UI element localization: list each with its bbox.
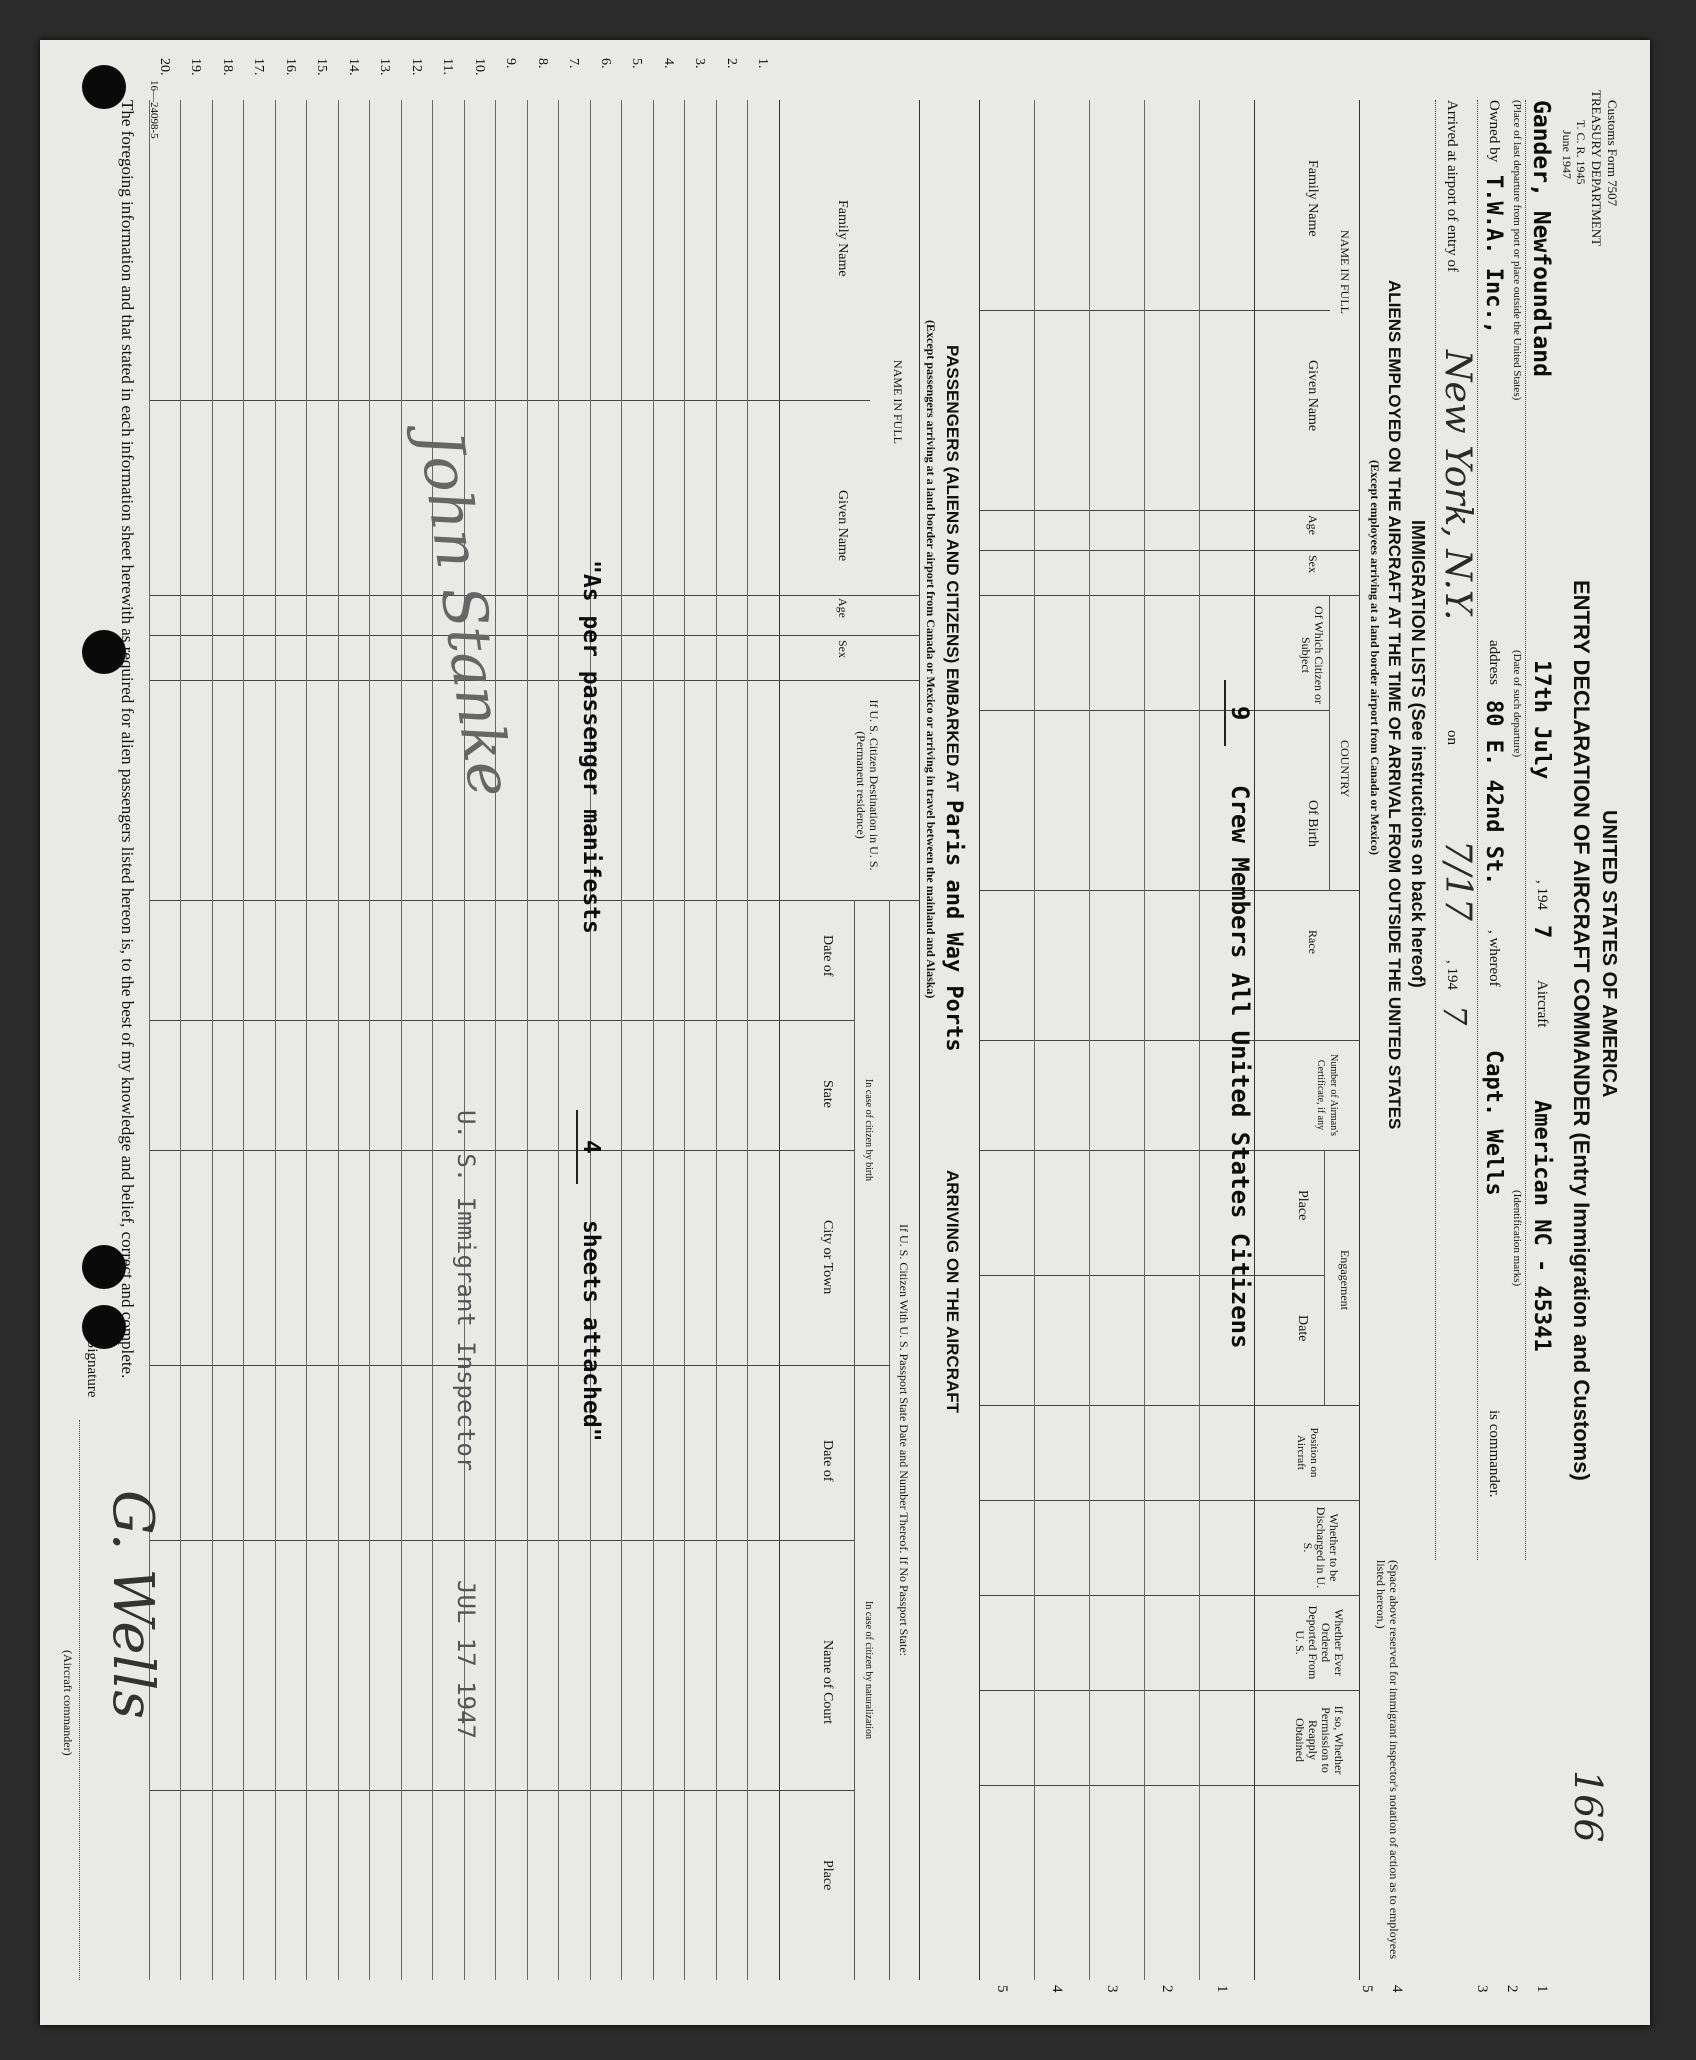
year-suffix: 7 (1529, 925, 1554, 939)
table-rule (980, 710, 1330, 711)
crew-col-family: Family Name (1305, 160, 1320, 237)
pax-col-city: City or Town (820, 1220, 835, 1295)
crew-col-race: Race (1306, 930, 1320, 954)
table-rule (150, 595, 920, 596)
departure-caption: (Place of last departure from port or place outside the United States) (1511, 100, 1523, 401)
aircraft-value: American NC - 45341 (1529, 1100, 1554, 1352)
table-rule (980, 1275, 1325, 1276)
table-row (1144, 100, 1145, 1980)
passenger-row-number: 6. (598, 58, 613, 69)
aircraft-label: Aircraft (1534, 980, 1550, 1028)
title-country: UNITED STATES OF AMERICA (1598, 810, 1620, 1098)
pax-col-place: Place (820, 1860, 835, 1891)
crew-row-number: 3 (1104, 1985, 1120, 1993)
table-rule (1329, 595, 1330, 890)
crew-col-birth: Of Birth (1305, 800, 1320, 848)
crew-col-deported: Whether Ever Ordered Deported From U. S. (1293, 1605, 1346, 1680)
table-rule (980, 1040, 1360, 1041)
margin-number: 2 (1504, 1985, 1520, 1993)
table-row (527, 100, 528, 1980)
crew-note: Crew Members All United States Citizens (1226, 785, 1254, 1349)
year-prefix: , 194 (1534, 880, 1550, 910)
field-underline (1477, 100, 1478, 1560)
crew-col-country: COUNTRY (1338, 740, 1352, 798)
table-rule (1324, 1150, 1325, 1405)
table-rule (779, 100, 780, 1980)
commander-suffix: is commander. (1486, 1410, 1502, 1498)
passenger-row-number: 17. (251, 58, 267, 76)
passenger-row-number: 5. (629, 58, 645, 69)
table-rule (150, 1365, 890, 1366)
date-caption: (Date of such departure) (1511, 650, 1523, 758)
table-rule (980, 1405, 1360, 1406)
passenger-row-number: 1. (755, 58, 771, 69)
table-row (748, 100, 749, 1980)
pax-col-sex: Sex (836, 640, 850, 658)
signature-caption: (Aircraft commander) (61, 1650, 75, 1756)
arrived-place: New York, N.Y. (1437, 350, 1478, 621)
crew-col-given: Given Name (1305, 360, 1320, 432)
table-rule (150, 1540, 855, 1541)
signature-label: Signature (84, 1340, 100, 1398)
manifest-note-suffix: sheets attached" (578, 1220, 604, 1442)
form-id-line2: TREASURY DEPARTMENT (1589, 90, 1604, 247)
form-id-line3: T. C. R. 1945 (1574, 120, 1588, 185)
passenger-row-number: 14. (346, 58, 361, 76)
table-row (653, 100, 654, 1980)
owned-label: Owned by (1486, 100, 1502, 163)
table-rule (150, 680, 920, 681)
margin-number: 4 (1389, 1985, 1405, 1993)
manifest-note-prefix: "As per passenger manifests (578, 560, 604, 934)
immigration-heading: IMMIGRATION LISTS (See instructions on back hereof) (1408, 520, 1428, 988)
arrived-year-prefix: , 194 (1444, 960, 1460, 990)
table-row (338, 100, 339, 1980)
crew-col-sex: Sex (1306, 555, 1320, 573)
whereof-label: , whereof (1486, 930, 1502, 987)
manifest-count: 4 (576, 1110, 604, 1184)
margin-number: 3 (1474, 1985, 1490, 1993)
table-row (1034, 100, 1035, 1980)
passenger-row-number: 18. (220, 58, 235, 76)
table-rule (980, 550, 1360, 551)
pax-col-age: Age (836, 598, 850, 618)
crew-row-number: 2 (1159, 1985, 1175, 1993)
crew-row-number: 5 (994, 1985, 1010, 1993)
crew-col-cert: Number of Airman's Certificate, if any (1315, 1054, 1339, 1136)
pax-col-nat-date: Date of (820, 1440, 835, 1482)
table-row (401, 100, 402, 1980)
crew-col-engagement: Engagement (1338, 1250, 1352, 1310)
pax-col-family: Family Name (835, 200, 850, 277)
table-row (716, 100, 717, 1980)
table-row (590, 100, 591, 1980)
passengers-subheading: (Except passengers arriving at a land border airport from Canada or Mexico or arriving in travel between the mainland and Alaska) (924, 320, 938, 999)
table-rule (980, 890, 1360, 891)
passenger-row-number: 20. (157, 58, 172, 76)
margin-number: 1 (1534, 1985, 1550, 1993)
passenger-row-number: 15. (314, 58, 330, 76)
arrived-label: Arrived at airport of entry of (1444, 100, 1460, 273)
table-rule (150, 635, 920, 636)
table-row (244, 100, 245, 1980)
passenger-row-number: 2. (724, 58, 739, 69)
table-row (212, 100, 213, 1980)
embarked-at: Paris and Way Ports (941, 800, 966, 1052)
crew-count: 9 (1224, 680, 1254, 746)
pax-col-destination: If U. S. Citizen Destination in U. S. (Permanent residence) (854, 699, 881, 871)
table-row (1199, 100, 1200, 1980)
table-rule (980, 1785, 1360, 1786)
table-row (275, 100, 276, 1980)
table-rule (150, 1020, 855, 1021)
form-id-line4: June 1947 (1560, 130, 1574, 179)
crew-col-discharged: Whether to be Discharged in U. S. (1301, 1506, 1341, 1589)
passenger-row-number: 7. (566, 58, 582, 69)
table-row (181, 100, 182, 1980)
pax-col-by-naturalization: In case of citizen by naturalization (863, 1601, 874, 1739)
field-underline (1435, 100, 1436, 1560)
inspector-stamp-date: JUL 17 1947 (452, 1580, 480, 1739)
on-label: on (1444, 730, 1460, 745)
crew-row-number: 4 (1049, 1985, 1065, 1993)
pax-col-state: State (820, 1080, 835, 1108)
crew-heading: ALIENS EMPLOYED ON THE AIRCRAFT AT THE TIME OF ARRIVAL FROM OUTSIDE THE UNITED STATES (1385, 280, 1404, 1130)
passenger-row-number: 19. (188, 58, 204, 76)
ident-caption: (Identification marks) (1511, 1190, 1523, 1287)
margin-number: 5 (1359, 1985, 1375, 1993)
arrived-year-suffix: 7 (1436, 1005, 1474, 1026)
passenger-row-number: 10. (472, 58, 487, 76)
pax-col-given: Given Name (835, 490, 850, 562)
table-rule (980, 510, 1360, 511)
table-row (622, 100, 623, 1980)
table-rule (889, 900, 890, 1980)
crew-col-position: Position on Aircraft (1295, 1427, 1320, 1478)
crew-col-name: NAME IN FULL (1338, 230, 1352, 314)
passenger-row-number: 11. (440, 58, 456, 75)
table-rule (980, 595, 1360, 596)
address-value: 80 E. 42nd St. (1481, 700, 1506, 886)
table-rule (980, 310, 1330, 311)
crew-col-age: Age (1306, 515, 1320, 535)
table-row (559, 100, 560, 1980)
table-row (496, 100, 497, 1980)
passengers-heading-1: PASSENGERS (ALIENS AND CITIZENS) EMBARKED AT (943, 345, 962, 792)
reserved-note: (Space above reserved for immigrant inspector's notation of action as to employees listed hereon.) (1374, 1560, 1401, 1960)
certification-statement: The foregoing information and that stated in each information sheet herewith as required for alien passengers listed hereon is, to the best of my knowledge and belief, correct and complete. (118, 100, 137, 1379)
table-row (685, 100, 686, 1980)
passenger-row-number: 9. (503, 58, 519, 69)
inspector-signature: John Stanke (404, 426, 526, 802)
pax-col-name: NAME IN FULL (891, 360, 905, 444)
crew-col-place: Place (1295, 1190, 1310, 1221)
crew-col-date: Date (1295, 1315, 1310, 1342)
crew-col-citizen: Of Which Citizen or Subject (1299, 605, 1326, 705)
passenger-row-number: 8. (535, 58, 550, 69)
table-rule (854, 900, 855, 1980)
form-id-line1: Customs Form 7507 (1605, 100, 1620, 207)
document-page (40, 40, 1650, 2025)
table-rule (919, 100, 920, 1980)
crew-row-number: 1 (1214, 1985, 1230, 1993)
commander-signature: G. Wells (100, 1490, 165, 1720)
passenger-row-number: 16. (283, 58, 298, 76)
sheet-number: 166 (1566, 1770, 1610, 1843)
table-rule (980, 1690, 1360, 1691)
table-row (307, 100, 308, 1980)
departure-place: Gander, Newfoundland (1528, 100, 1554, 377)
crew-subheading: (Except employees arriving at a land border airport from Canada or Mexico) (1368, 460, 1382, 855)
signature-line (79, 1420, 80, 1980)
pax-col-court: Name of Court (820, 1640, 835, 1724)
passenger-row-number: 3. (692, 58, 708, 69)
table-rule (150, 1790, 855, 1791)
table-row (370, 100, 371, 1980)
table-rule (980, 1595, 1360, 1596)
form-title: ENTRY DECLARATION OF AIRCRAFT COMMANDER (Entry Immigration and Customs) (1569, 580, 1594, 1481)
pax-col-passport: If U. S. Citizen With U. S. Passport State Date and Number Thereof. If No Passport State: (897, 1223, 911, 1656)
passenger-row-number: 13. (377, 58, 393, 76)
table-rule (980, 1500, 1360, 1501)
crew-col-permission: If so, Whether Permission to Reapply Obtained (1293, 1705, 1346, 1775)
owner-value: T.W.A. Inc., (1481, 175, 1506, 334)
address-label: address (1486, 640, 1502, 685)
field-underline (1525, 100, 1526, 1560)
table-rule (150, 400, 870, 401)
table-rule (150, 900, 920, 901)
table-row (1089, 100, 1090, 1980)
commander-value: Capt. Wells (1481, 1050, 1506, 1196)
pax-col-date: Date of (820, 935, 835, 977)
table-rule (980, 1150, 1360, 1151)
passengers-heading-2: ARRIVING ON THE AIRCRAFT (943, 1170, 962, 1414)
pax-col-by-birth: In case of citizen by birth (863, 1079, 874, 1181)
rotated-form (40, 40, 1650, 2025)
passenger-row-number: 12. (409, 58, 424, 76)
table-rule (150, 1150, 855, 1151)
arrived-date: 7/17 (1437, 840, 1478, 921)
passenger-row-number: 4. (661, 58, 676, 69)
print-code: 16—24098-5 (148, 80, 160, 139)
table-row (433, 100, 434, 1980)
inspector-stamp: U. S. Immigrant Inspector (452, 1110, 480, 1472)
departure-date: 17th July (1529, 660, 1554, 780)
